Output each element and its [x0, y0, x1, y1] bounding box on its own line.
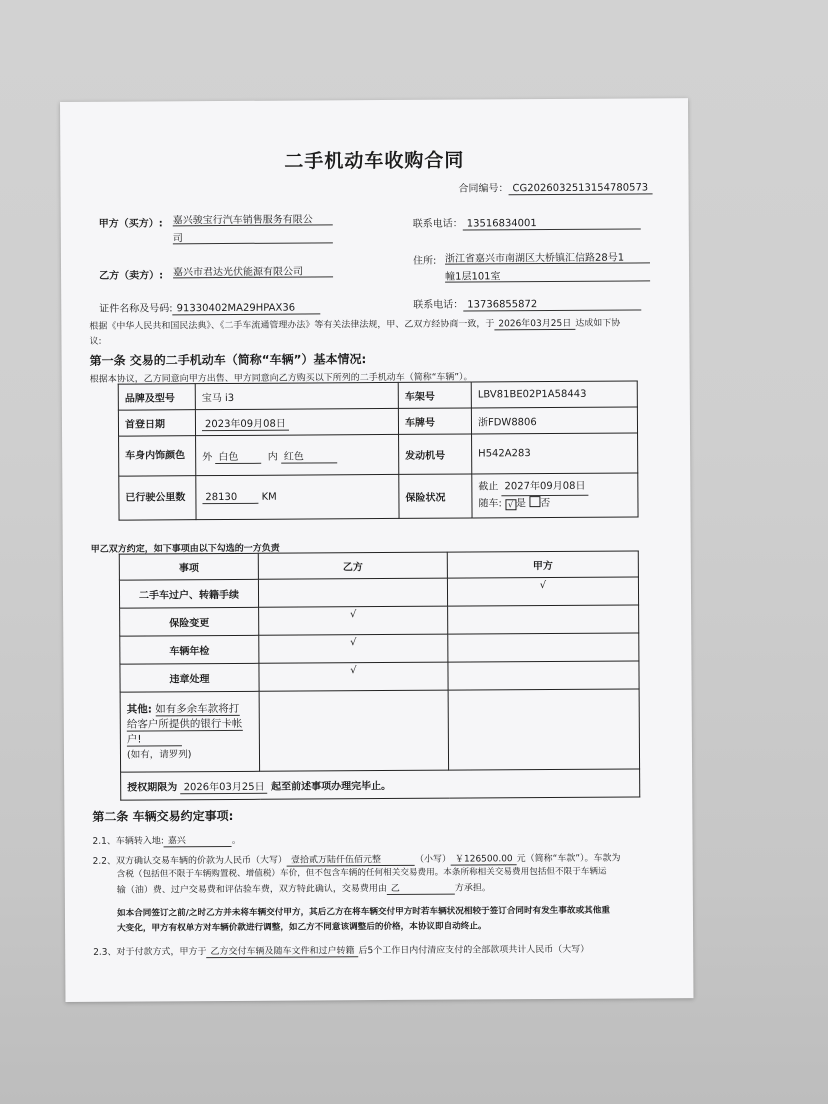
party-a-phone-label: 联系电话：	[412, 218, 463, 230]
party-b-id	[99, 298, 320, 315]
clause-2-3-text-b: 后5个工作日内付清应支付的全部款项共计人民币（大写）	[358, 944, 590, 957]
section2-title: 第二条 车辆交易约定事项:	[92, 808, 234, 824]
table-row	[120, 605, 639, 636]
table-row	[119, 433, 638, 476]
preamble-text-a: 根据《中华人民共和国民法典》、《二手车流通管理办法》等有关法律法规，甲、乙双方经协商一致，于	[89, 319, 495, 332]
adjustment-line2: 大变化，甲方有权单方对车辆价款进行调整，如乙方不同意该调整后的价格，本协议即自动终止。	[117, 921, 487, 934]
table-row	[119, 577, 638, 608]
party-a-phone-value: 13516834001	[463, 217, 641, 230]
preamble-text-b: 达成如下协	[575, 318, 621, 329]
duty-a-check	[448, 661, 639, 690]
party-b-phone-value: 13736855872	[463, 298, 641, 311]
duty-item: 二手车过户、转籍手续	[119, 579, 258, 608]
color-label: 车身内饰颜色	[119, 436, 196, 476]
plate-value: 浙FDW8806	[471, 407, 637, 434]
table-row	[120, 633, 639, 664]
section1-title: 第一条 交易的二手机动车（简称“车辆”）基本情况:	[89, 352, 367, 368]
party-b-phone-label: 联系电话：	[413, 299, 464, 311]
table-row	[120, 661, 639, 692]
insurance-until-label: 截止	[478, 481, 499, 493]
reg-date-label: 首登日期	[118, 410, 195, 436]
party-b-address-line2: 幢1层101室	[445, 266, 650, 282]
engine-label: 发动机号	[399, 434, 472, 474]
duties-col-item: 事项	[119, 553, 258, 580]
deadline-value: 2026年03月25日	[181, 777, 268, 794]
preamble-date: 2026年03月25日	[494, 316, 575, 330]
party-a-name-line2: 司	[173, 228, 333, 244]
duty-item: 车辆年检	[120, 635, 259, 664]
clause-2-1-place: 嘉兴	[164, 833, 232, 847]
clause-2-2-text-a: 2.2、双方确认交易车辆的价款为人民币（大写）	[92, 855, 287, 867]
contract-number	[458, 178, 652, 195]
brand-value: 宝马 i3	[195, 382, 398, 409]
no-checkbox[interactable]	[529, 496, 540, 507]
reg-date-value: 2023年09月08日	[202, 414, 289, 431]
duty-other-line2: 给客户所提供的银行卡帐	[126, 717, 243, 731]
contract-paper	[60, 98, 693, 1002]
party-b-phone	[413, 294, 641, 311]
duty-other-note: (如有，请罗列)	[126, 748, 192, 761]
party-b-id-value: 91330402MA29HPAX36	[173, 302, 321, 315]
clause-2-3	[93, 942, 589, 959]
clause-2-2-payer: 乙	[387, 881, 455, 895]
table-row	[119, 551, 638, 580]
clause-2-3-text-a: 2.3、对于付款方式，甲方于	[93, 947, 207, 958]
section1-intro: 根据本协议，乙方同意向甲方出售、甲方同意向乙方购买以下所列的二手机动车（简称“车辆”）。	[89, 372, 473, 385]
outer-color-label: 外	[202, 451, 213, 463]
duty-other-cell	[120, 691, 259, 772]
mileage-value: 28130	[202, 491, 258, 503]
clause-2-2-line3b: 方承担。	[454, 883, 491, 894]
plate-label: 车牌号	[398, 408, 471, 434]
duty-item: 违章处理	[120, 663, 259, 692]
duty-b-check: √	[259, 606, 448, 635]
table-row	[120, 689, 639, 772]
duty-a-check	[448, 633, 639, 662]
duty-a-check	[448, 605, 639, 634]
duties-col-a: 甲方	[447, 551, 638, 578]
duty-other-line3: 户!	[127, 733, 182, 746]
duty-b-check: √	[259, 662, 448, 691]
vin-label: 车架号	[398, 382, 471, 408]
preamble-line1	[89, 316, 620, 333]
vehicle-info-table	[118, 380, 639, 520]
insurance-cell	[472, 473, 638, 518]
mileage-label: 已行驶公里数	[119, 476, 196, 520]
duty-b-check: √	[259, 634, 448, 663]
adjustment-line1: 如本合同签订之前/之时乙方并未将车辆交付甲方，其后乙方在将车辆交付甲方时若车辆状况相较于签订合同时有发生事故或其他重	[116, 905, 610, 919]
clause-2-1	[92, 833, 240, 848]
table-row	[118, 381, 637, 410]
engine-value: H542A283	[472, 433, 638, 474]
table-row	[118, 407, 637, 436]
deadline-cell	[121, 769, 640, 800]
preamble-text-c: 议:	[89, 336, 102, 347]
clause-2-2-line3	[117, 880, 491, 896]
duties-col-b: 乙方	[258, 552, 447, 579]
party-a-name-line1: 嘉兴骏宝行汽车销售服务有限公	[173, 210, 333, 226]
table-row	[121, 769, 640, 800]
contract-number-label: 合同编号：	[458, 183, 509, 195]
clause-2-1-text: 2.1、车辆转入地:	[92, 836, 164, 847]
yes-checkbox[interactable]: √	[505, 499, 516, 510]
vin-value: LBV81BE02P1A58443	[471, 381, 637, 408]
deadline-suffix: 起至前述事项办理完毕止。	[271, 780, 392, 793]
party-b-address-label: 住所:	[412, 255, 437, 267]
clause-2-2-amount: ￥126500.00	[451, 851, 517, 865]
clause-2-2-amount-cn: 壹拾贰万陆仟伍佰元整	[287, 852, 415, 867]
duties-table	[119, 550, 640, 800]
deadline-label: 授权期限为	[127, 781, 178, 794]
party-b-address-line1: 浙江省嘉兴市南湖区大桥镇汇信路28号1	[445, 248, 650, 264]
page-title: 二手机动车收购合同	[284, 149, 465, 173]
clause-2-3-condition: 乙方交付车辆及随车文件和过户转籍	[206, 943, 358, 958]
color-cell	[196, 434, 399, 475]
duties-intro: 甲乙双方约定，如下事项由以下勾选的一方负责	[90, 543, 280, 555]
party-b-id-label: 证件名称及号码:	[99, 303, 173, 315]
duty-other-label: 其他:	[126, 702, 152, 716]
clause-2-2-line3a: 输（油）费、过户交易费和评估验车费，双方特此确认，交易费用由	[116, 884, 387, 896]
clause-2-2-line2: 含税（包括但不限于车辆购置税、增值税）车价，但不包含车辆的任何相关交易费用。本条所称相关交易费用包括但不限于车辆运	[116, 866, 607, 880]
duty-b-check	[258, 578, 447, 607]
duty-other-line1: 如有多余车款将打	[155, 702, 240, 715]
contract-number-value: CG2026032513154780573	[509, 182, 653, 195]
inner-color-label: 内	[267, 451, 278, 463]
table-row	[119, 473, 638, 520]
party-b-label: 乙方（卖方）:	[99, 270, 164, 282]
duty-a-check: √	[447, 577, 638, 606]
party-b-name: 嘉兴市君达光伏能源有限公司	[173, 262, 333, 278]
mileage-cell	[196, 474, 399, 519]
insurance-label: 保险状况	[399, 474, 472, 518]
clause-2-2-text-b: （小写）	[414, 854, 452, 865]
with-car-label: 随车:	[478, 498, 502, 510]
party-a-phone	[413, 213, 641, 230]
insurance-until-value: 2027年09月08日	[502, 479, 589, 497]
duty-item: 保险变更	[120, 607, 259, 636]
clause-2-1-end: 。	[231, 835, 241, 846]
no-label: 否	[540, 498, 551, 510]
party-a-label: 甲方（买方）:	[98, 218, 163, 230]
mileage-unit: KM	[261, 491, 277, 503]
inner-color-value: 红色	[281, 447, 337, 463]
duty-other-a	[448, 689, 639, 770]
duty-other-b	[259, 690, 448, 771]
reg-date-cell	[195, 408, 398, 435]
yes-label: 是	[515, 498, 527, 510]
outer-color-value: 白色	[215, 447, 261, 463]
clause-2-2-text-c: 元（简称“车款”）。车款为	[516, 853, 621, 865]
brand-label: 品牌及型号	[118, 384, 195, 410]
